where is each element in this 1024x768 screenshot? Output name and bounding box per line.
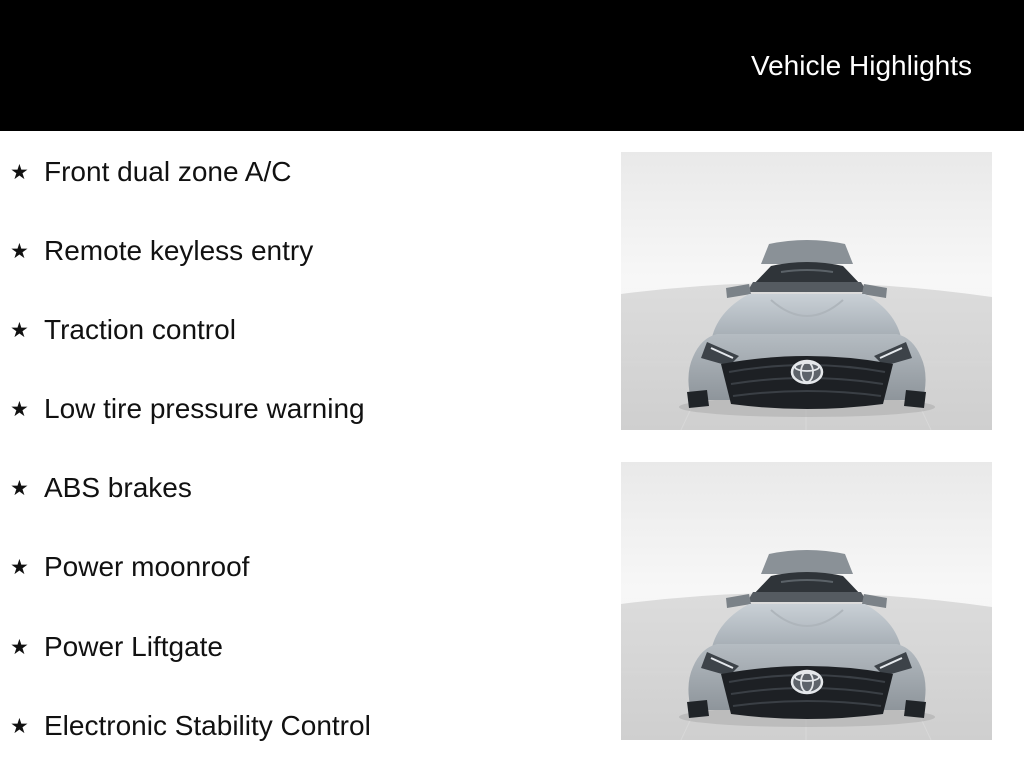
star-icon: ★ — [10, 555, 29, 580]
page-title: Vehicle Highlights — [750, 50, 972, 81]
feature-label: ABS brakes — [44, 472, 192, 504]
star-icon: ★ — [10, 476, 29, 501]
vehicle-photo-front-2 — [621, 462, 992, 740]
star-icon: ★ — [10, 318, 29, 343]
star-icon: ★ — [10, 634, 29, 659]
feature-item — [10, 229, 371, 308]
feature-label: Power moonroof — [44, 551, 250, 583]
feature-item — [10, 466, 371, 545]
feature-label: Front dual zone A/C — [44, 156, 292, 187]
vehicle-photo-front — [621, 152, 992, 430]
feature-item — [10, 387, 371, 466]
star-icon: ★ — [10, 239, 29, 264]
feature-item — [10, 704, 371, 768]
feature-label: Electronic Stability Control — [44, 709, 371, 741]
feature-label: Traction control — [44, 314, 236, 346]
star-icon: ★ — [10, 160, 29, 184]
feature-item — [10, 308, 371, 387]
feature-label: Remote keyless entry — [44, 235, 314, 267]
star-icon: ★ — [10, 397, 29, 422]
feature-item — [10, 545, 371, 624]
feature-label: Power Liftgate — [44, 630, 223, 662]
header-bar — [0, 0, 1024, 131]
star-icon: ★ — [10, 713, 29, 738]
feature-list — [10, 150, 371, 768]
feature-item — [10, 625, 371, 704]
feature-item — [10, 150, 371, 229]
feature-label: Low tire pressure warning — [44, 393, 365, 425]
